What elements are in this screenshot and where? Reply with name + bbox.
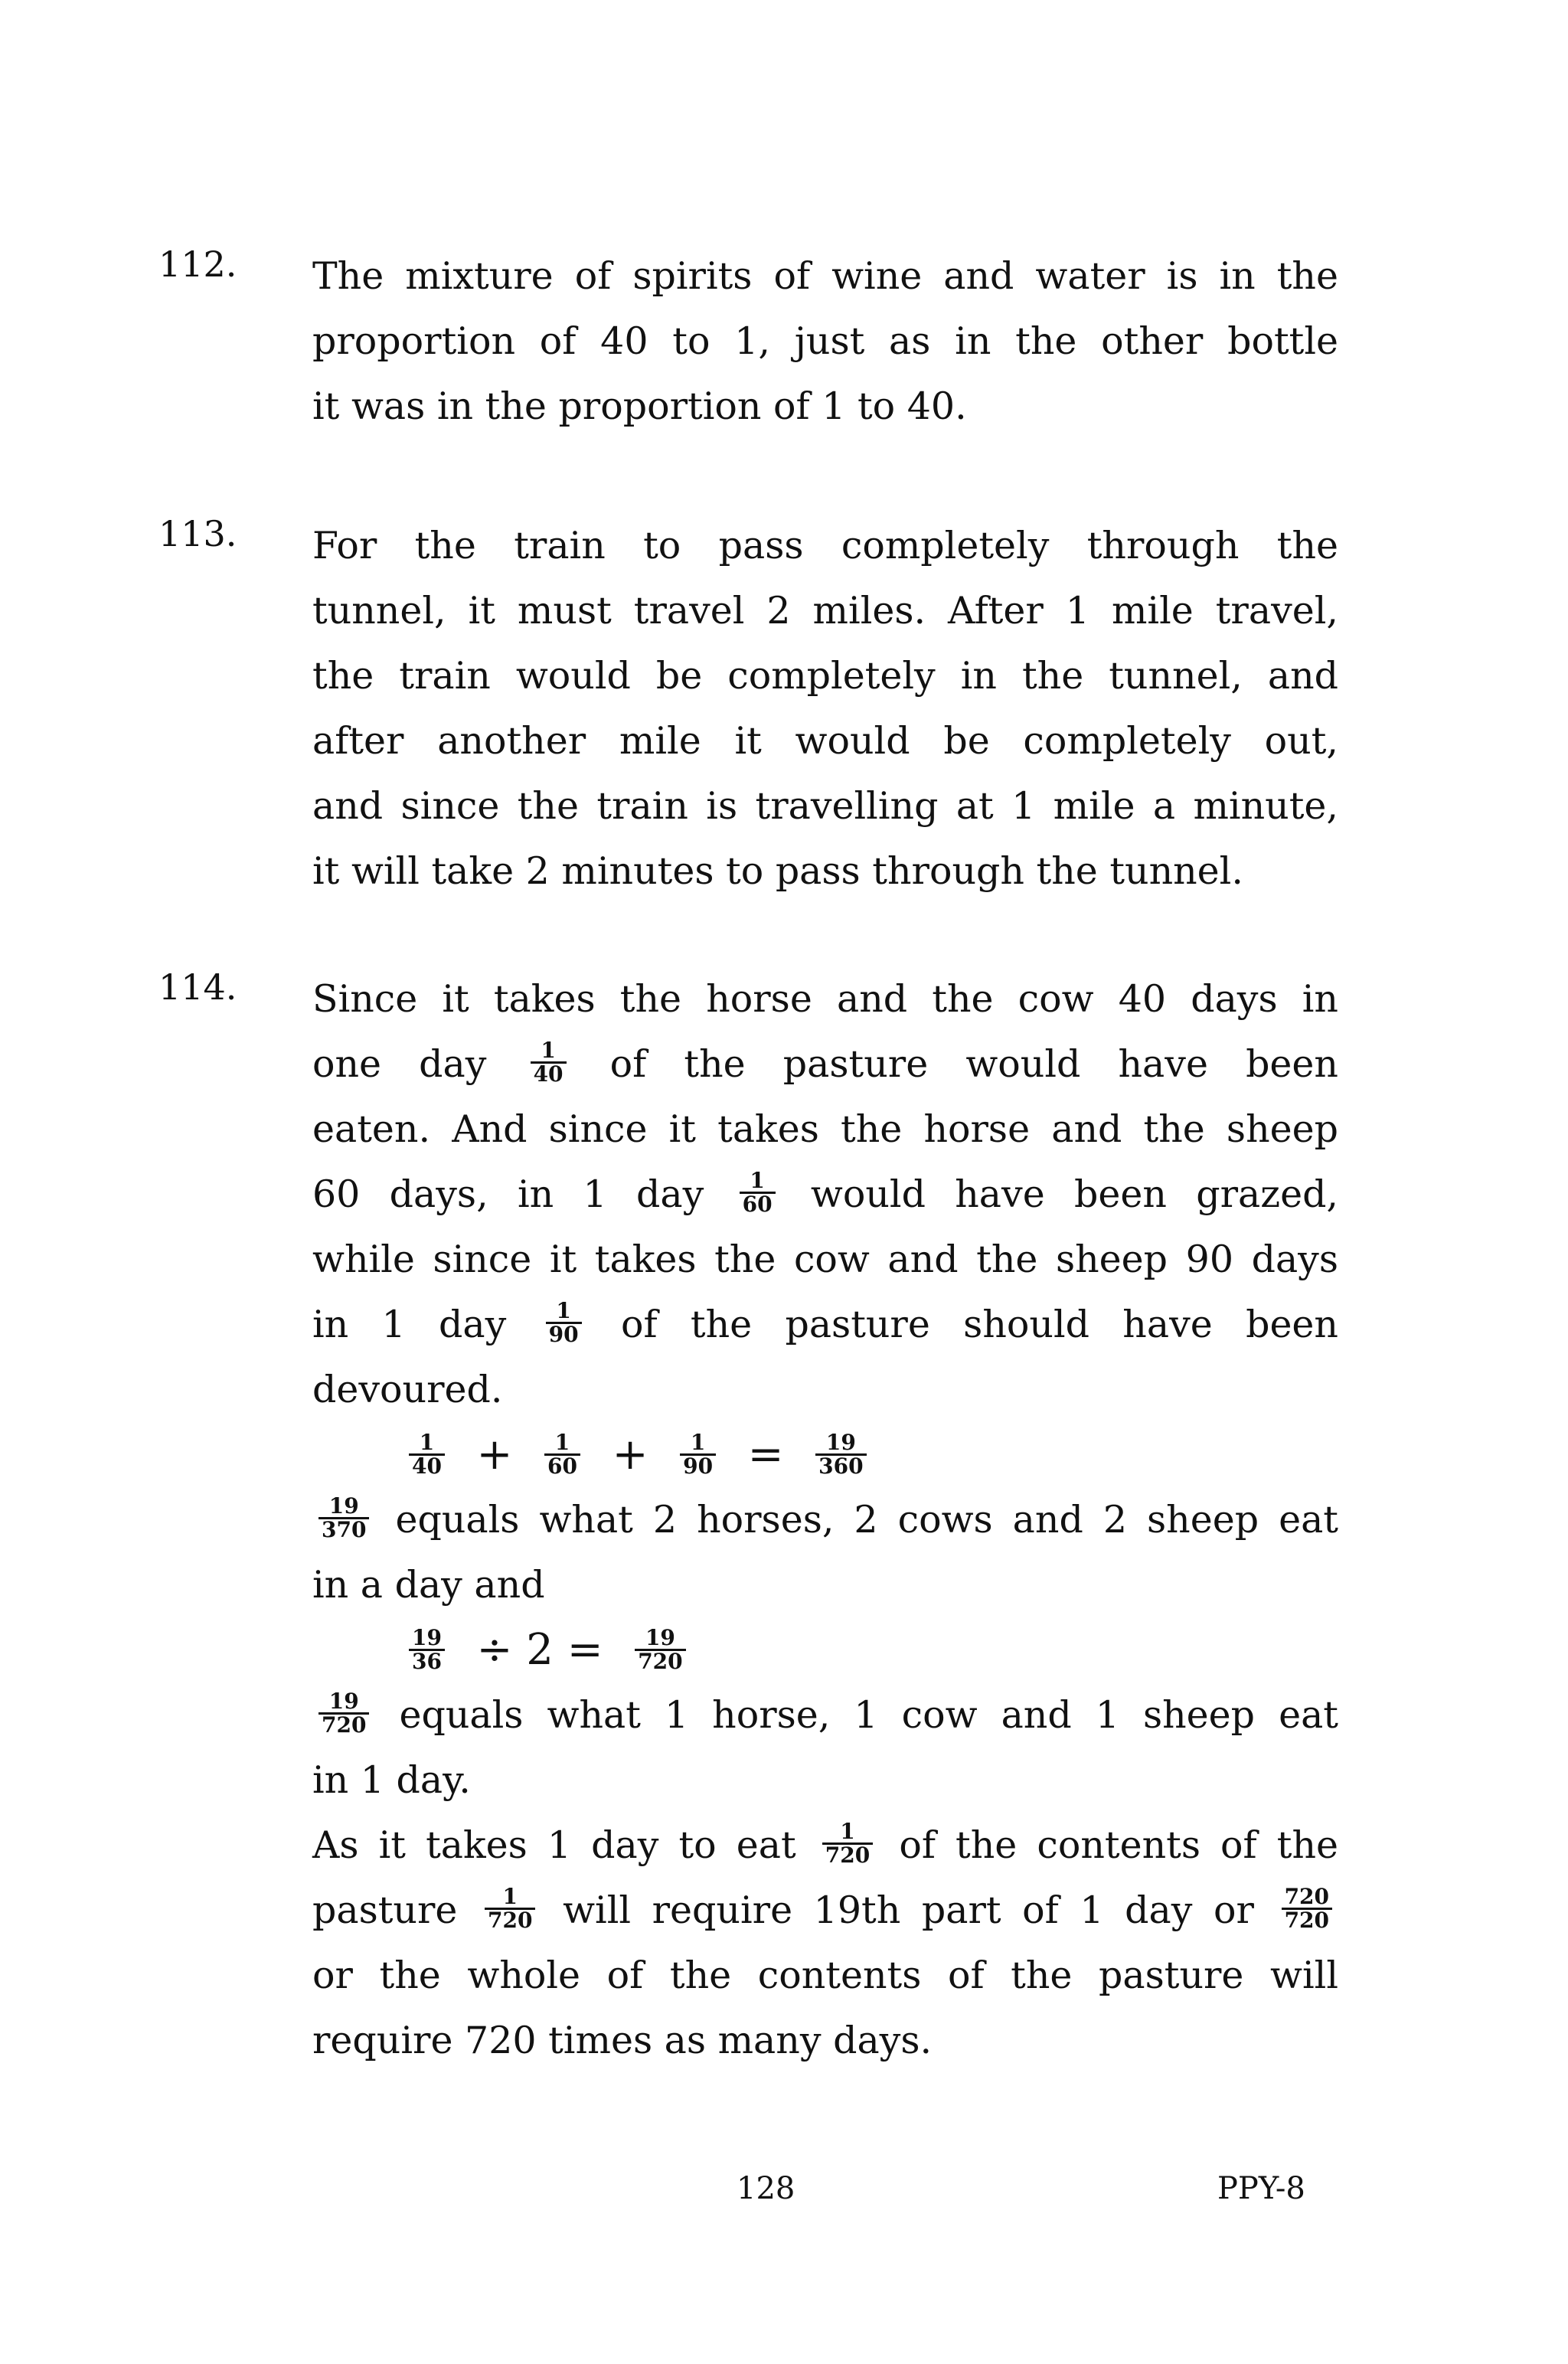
text-line: and since the train is travelling at 1 mile a minute, (312, 784, 1338, 828)
text-line: pasture $\frac{1}{720}$ will require 19th part of 1 day or $\frac{720}{720}$ (312, 1878, 1338, 1943)
fraction-720-720: $\frac{720}{720}$ (1282, 1886, 1332, 1931)
text-line: As it takes 1 day to eat $\frac{1}{720}$ of the contents of the (312, 1819, 1339, 1868)
fraction-19-370: $\frac{19}{370}$ (318, 1496, 369, 1541)
text-line: 60 days, in 1 day $\frac{1}{60}$ would have been grazed, (312, 1168, 1339, 1217)
fraction-1-720: $\frac{1}{720}$ (822, 1821, 873, 1866)
text-line: Since it takes the horse and the cow 40 days in (312, 977, 1338, 1021)
answer-text (312, 244, 1338, 439)
text-line: tunnel, it must travel 2 miles. After 1 mile travel, (312, 589, 1338, 633)
fraction-19-720: $\frac{19}{720}$ (318, 1691, 369, 1736)
item-number: 113. (158, 513, 237, 554)
text-line: in 1 day $\frac{1}{90}$ of the pasture should have been (312, 1298, 1338, 1347)
text-line: it will take 2 minutes to pass through the tunnel. (312, 849, 1243, 893)
text-line: For the train to pass completely through the (312, 524, 1338, 567)
answer-text (312, 966, 1338, 2073)
text-line: it was in the proportion of 1 to 40. (312, 384, 967, 428)
text-line: The mixture of spirits of wine and water is in the (312, 254, 1338, 298)
fraction-1-60: $\frac{1}{60}$ (740, 1170, 776, 1215)
text-line: proportion of 40 to 1, just as in the other bottle (312, 319, 1338, 363)
fraction-1-720: $\frac{1}{720}$ (485, 1886, 535, 1931)
text-line: eaten. And since it takes the horse and the sheep (312, 1107, 1338, 1151)
fraction-1-40: $\frac{1}{40}$ (531, 1040, 567, 1085)
fraction-1-90: $\frac{1}{90}$ (546, 1300, 582, 1345)
answer-text (312, 513, 1338, 904)
text-line: one day $\frac{1}{40}$ of the pasture would have been (312, 1038, 1338, 1087)
item-number: 112. (158, 244, 237, 285)
fraction: $\frac{19}{360}$ (815, 1432, 866, 1477)
text-line: the train would be completely in the tunnel, and (312, 654, 1338, 698)
equation-divide: $\frac{19}{36}$ ÷ 2 = $\frac{19}{720}$ (312, 1617, 1338, 1682)
fraction: $\frac{19}{720}$ (635, 1627, 685, 1672)
text-line: devoured. (312, 1368, 503, 1411)
fraction: $\frac{19}{36}$ (409, 1627, 445, 1672)
book-code: PPY-8 (1217, 2171, 1305, 2206)
text-line: $\frac{19}{370}$ equals what 2 horses, 2 cows and 2 sheep eat (312, 1487, 1338, 1552)
fraction: $\frac{1}{40}$ (409, 1432, 445, 1477)
fraction: $\frac{1}{60}$ (544, 1432, 580, 1477)
text-line: while since it takes the cow and the sheep 90 days (312, 1238, 1338, 1281)
text-line: or the whole of the contents of the pasture will (312, 1954, 1338, 1997)
text-line: in 1 day. (312, 1758, 471, 1802)
text-line: in a day and (312, 1563, 545, 1607)
text-line: after another mile it would be completely out, (312, 719, 1338, 763)
equation-sum: $\frac{1}{40}$ + $\frac{1}{60}$ + $\frac{1}{90}$ = $\frac{19}{360}$ (312, 1422, 1338, 1487)
text-line: $\frac{19}{720}$ equals what 1 horse, 1 cow and 1 sheep eat (312, 1682, 1338, 1748)
page-number: 128 (737, 2171, 795, 2206)
fraction: $\frac{1}{90}$ (680, 1432, 716, 1477)
text-line: require 720 times as many days. (312, 2019, 933, 2062)
item-number: 114. (158, 966, 237, 1008)
